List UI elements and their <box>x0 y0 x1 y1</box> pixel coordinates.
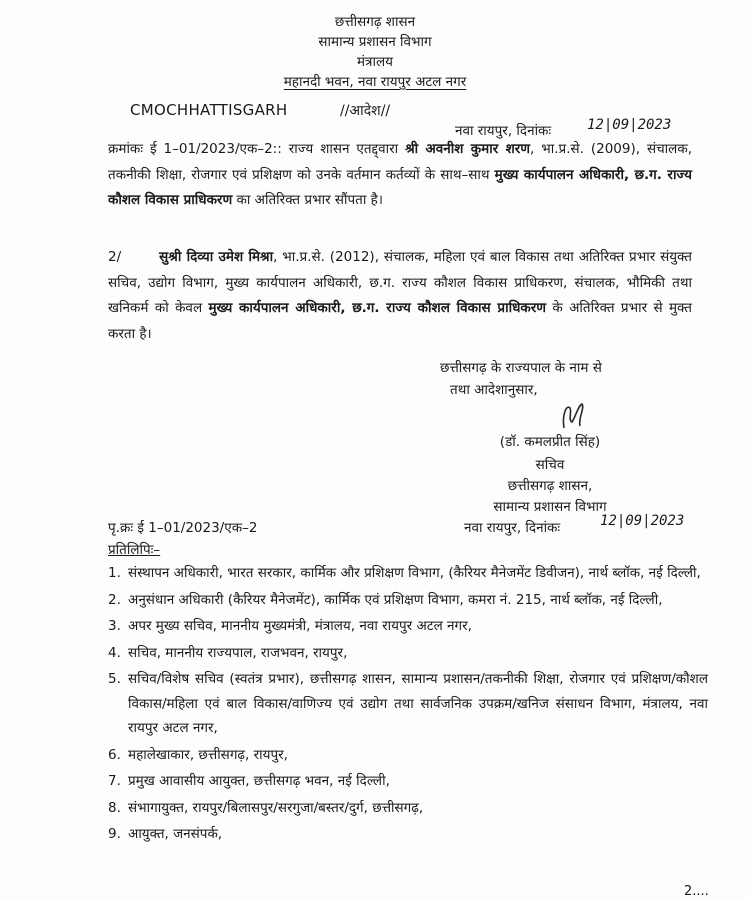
handwritten-date-2: 12|09|2023 <box>600 513 685 529</box>
list-item: 2. अनुसंधान अधिकारी (कैरियर मैनेजमेंट), कार्मिक एवं प्रशिक्षण विभाग, कमरा नं. 215, नार्थ ब्लॉक, नई दिल्ली, <box>108 591 663 608</box>
para1-part-e: का अतिरिक्त प्रभार सौंपता है। <box>232 192 383 208</box>
charge-title-2: मुख्य कार्यपालन अधिकारी, छ.ग. राज्य कौशल विकास प्राधिकरण <box>208 300 547 316</box>
header-ministry: मंत्रालय <box>356 54 393 70</box>
list-item: 3. अपर मुख्य सचिव, माननीय मुख्यमंत्री, मंत्रालय, नवा रायपुर अटल नगर, <box>108 618 472 634</box>
order-paragraph-1 <box>108 137 692 214</box>
handwritten-date: 12|09|2023 <box>587 117 672 133</box>
officer-name-2: सुश्री दिव्या उमेश मिश्रा <box>159 249 274 265</box>
order-heading: //आदेश// <box>340 103 391 119</box>
para1-part-c: , भा.प्र.से. (2009), संचालक, तकनीकी शिक्षा, रोजगार एवं प्रशिक्षण को उनके वर्तमान कर्तव्यों के साथ–साथ <box>108 141 692 183</box>
list-item: 9. आयुक्त, जनसंपर्क, <box>108 826 223 842</box>
list-item: 7. प्रमुख आवासीय आयुक्त, छत्तीसगढ़ भवन, नई दिल्ली, <box>108 773 390 789</box>
signature-line-1: छत्तीसगढ़ के राज्यपाल के नाम से <box>440 360 602 376</box>
officer-name-1: श्री अवनीश कुमार शरण <box>405 141 531 157</box>
list-item: 1. संस्थापन अधिकारी, भारत सरकार, कार्मिक और प्रशिक्षण विभाग, (कैरियर मैनेजमेंट डिवीजन), नार्थ ब्लॉक, नई दिल्ली, <box>108 565 701 581</box>
signature-line-2: तथा आदेशानुसार, <box>450 382 538 398</box>
header-government: छत्तीसगढ़ शासन <box>334 14 416 30</box>
signatory-title: सचिव <box>535 457 565 473</box>
header-department: सामान्य प्रशासन विभाग <box>318 34 432 50</box>
signatory-name: (डॉ. कमलप्रीत सिंह) <box>499 434 601 450</box>
signatory-department: सामान्य प्रशासन विभाग <box>493 499 607 515</box>
list-item: 6. महालेखाकार, छत्तीसगढ़, रायपुर, <box>108 746 288 763</box>
copy-recipients-list <box>108 561 708 849</box>
para2-number: 2/ <box>108 249 122 265</box>
place-date-label-2: नवा रायपुर, दिनांकः <box>464 520 561 536</box>
social-handle: CMOCHHATTISGARH <box>130 101 288 119</box>
signatory-government: छत्तीसगढ़ शासन, <box>507 478 593 494</box>
list-item: 5. सचिव/विशेष सचिव (स्वतंत्र प्रभार), छत्तीसगढ़ शासन, सामान्य प्रशासन/तकनीकी शिक्षा, रोजगार एवं प्रशिक्षण/कौशल विकास/महिला एवं बाल विकास/वाणिज्य एवं उद्योग तथा सार्वजनिक उपक्रम/खनिज संसाधन विभाग, मंत्रालय, नवा रायपुर अटल नगर, <box>108 671 708 736</box>
endorsement-number: पृ.क्रः ई 1–01/2023/एक–2 <box>108 520 258 536</box>
charge-title-1: मुख्य कार्यपालन अधिकारी, छ.ग. राज्य कौशल विकास प्राधिकरण <box>108 166 692 208</box>
para1-part-a: क्रमांकः ई 1–01/2023/एक–2:: राज्य शासन एतद्द्वारा <box>108 141 406 157</box>
para2-part-b: , भा.प्र.से. (2012), संचालक, महिला एवं बाल विकास तथा अतिरिक्त प्रभार संयुक्त सचिव, उद्योग विभाग, मुख्य कार्यपालन अधिकारी, छ.ग. राज्य कौशल विकास प्राधिकरण, संचालक, भौमिकी तथा खनिकर्म को केवल <box>108 249 692 316</box>
copy-to-heading: प्रतिलिपिः– <box>108 542 161 558</box>
header-address: महानदी भवन, नवा रायपुर अटल नगर <box>283 74 467 90</box>
list-item: 4. सचिव, माननीय राज्यपाल, राजभवन, रायपुर, <box>108 644 348 661</box>
list-item: 8. संभागायुक्त, रायपुर/बिलासपुर/सरगुजा/बस्तर/दुर्ग, छत्तीसगढ़, <box>108 799 424 816</box>
order-paragraph-2 <box>108 245 692 347</box>
page-number: 2.... <box>684 884 709 899</box>
handwritten-signature <box>558 398 588 432</box>
place-date-label: नवा रायपुर, दिनांकः <box>455 123 552 139</box>
para2-part-d: के अतिरिक्त प्रभार से मुक्त करता है। <box>108 300 692 342</box>
